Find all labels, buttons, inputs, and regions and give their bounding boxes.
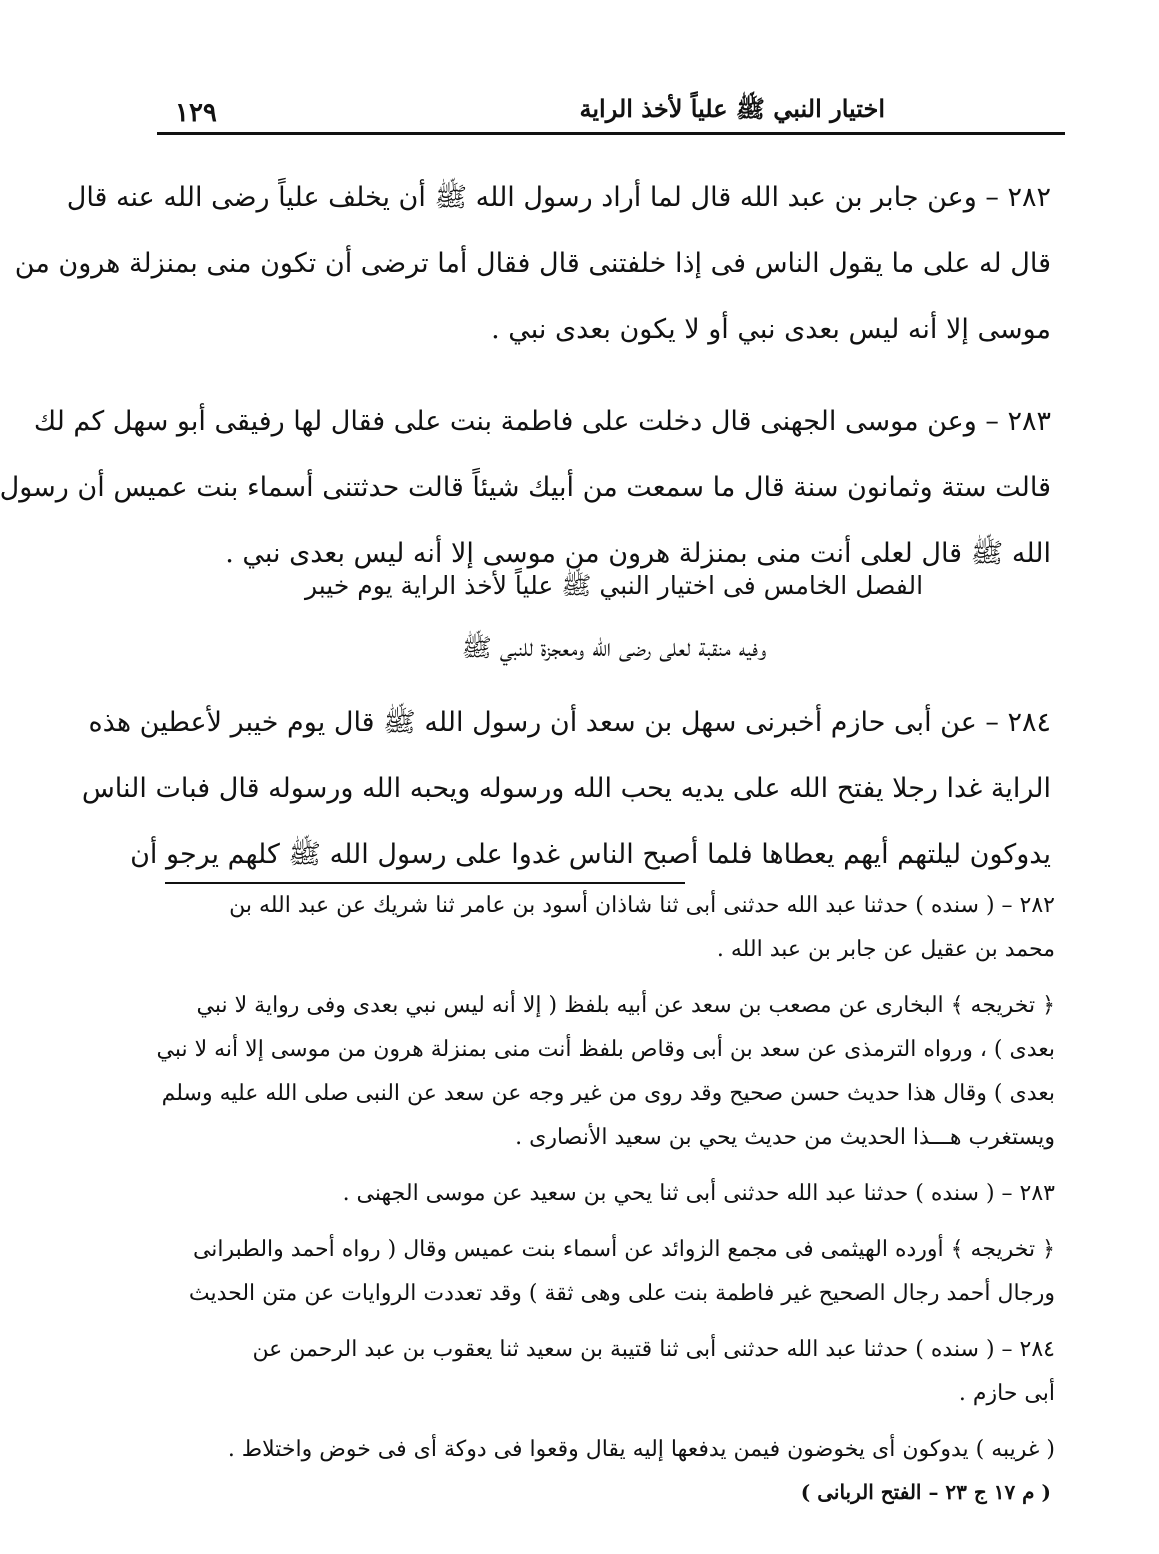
hadith-284 xyxy=(81,690,1051,888)
footnote-line: ورجال أحمد رجال الصحيح غير فاطمة بنت على وهى ثقة ) وقد تعددت الروايات عن متن الحديث xyxy=(188,1281,1055,1306)
text-line: قال له على ما يقول الناس فى إذا خلفتنى قال فقال أما ترضى أن تكون منى بمنزلة هرون من xyxy=(14,248,1051,279)
footnote-line: بعدى ) ، ورواه الترمذى عن سعد بن أبى وقاص بلفظ أنت منى بمنزلة هرون من موسى إلا أنه لا نبي xyxy=(156,1037,1055,1062)
text-line: الله ﷺ قال لعلى أنت منى بمنزلة هرون من موسى إلا أنه ليس بعدى نبي . xyxy=(225,538,1051,569)
footnote-gharib-284 xyxy=(165,1428,1055,1472)
footnote-line: ( غريبه ) يدوكون أى يخوضون فيمن يدفعها إليه يقال وقعوا فى دوكة أى فى خوض واختلاط . xyxy=(227,1437,1055,1462)
footnote-takhrij-283 xyxy=(165,1228,1055,1316)
running-title: اختيار النبي ﷺ علياً لأخذ الراية xyxy=(579,94,885,123)
section-heading xyxy=(69,555,1159,679)
footnote-line: ٢٨٢ – ( سنده ) حدثنا عبد الله حدثنى أبى ثنا شاذان أسود بن عامر ثنا شريك عن عبد الله بن xyxy=(229,893,1055,918)
footnote-line: أبى حازم . xyxy=(958,1381,1055,1406)
main-text-continued xyxy=(81,690,1051,914)
signature-mark: ( م ١٧ ج ٢٣ – الفتح الربانى ) xyxy=(800,1480,1051,1504)
text-line: ٢٨٣ – وعن موسى الجهنى قال دخلت على فاطمة بنت على فقال لها رفيقى أبو سهل كم لك xyxy=(33,406,1051,437)
footnote-line: ﴿ تخريجه ﴾ أورده الهيثمى فى مجمع الزوائد عن أسماء بنت عميس وقال ( رواه أحمد والطبرانى xyxy=(192,1237,1055,1262)
footnote-takhrij-282 xyxy=(156,984,1055,1160)
text-line: ٢٨٢ – وعن جابر بن عبد الله قال لما أراد رسول الله ﷺ أن يخلف علياً رضى الله عنه قال xyxy=(66,182,1051,213)
footnote-line: محمد بن عقيل عن جابر بن عبد الله . xyxy=(716,937,1055,962)
text-line: موسى إلا أنه ليس بعدى نبي أو لا يكون بعدى نبي . xyxy=(491,314,1051,345)
footnote-line: ﴿ تخريجه ﴾ البخارى عن مصعب بن سعد عن أبيه بلفظ ( إلا أنه ليس نبي بعدى وفى رواية لا نبي xyxy=(196,993,1055,1018)
section-subtitle-line: وفيه منقبة لعلى رضى الله ومعجزة للنبي ﷺ xyxy=(461,633,767,662)
hadith-282 xyxy=(14,165,1051,363)
page-header xyxy=(157,92,1065,135)
text-line: يدوكون ليلتهم أيهم يعطاها فلما أصبح الناس غدوا على رسول الله ﷺ كلهم يرجو أن xyxy=(130,839,1051,870)
footnote-sanad-284 xyxy=(165,1328,1055,1416)
text-line: الراية غدا رجلا يفتح الله على يديه يحب الله ورسوله ويحبه الله ورسوله قال فبات الناس xyxy=(81,773,1051,804)
footnote-sanad-283 xyxy=(165,1172,1055,1216)
text-line: قالت ستة وثمانون سنة قال ما سمعت من أبيك شيئاً قالت حدثتنى أسماء بنت عميس أن رسول xyxy=(0,472,1051,503)
section-title-line: الفصل الخامس فى اختيار النبي ﷺ علياً لأخذ الراية يوم خيبر xyxy=(304,571,924,600)
page-number: ١٢٩ xyxy=(175,98,217,128)
footnote-sanad-282 xyxy=(165,884,1055,972)
footnote-line: بعدى ) وقال هذا حديث حسن صحيح وقد روى من غير وجه عن سعد عن النبى صلى الله عليه وسلم xyxy=(161,1081,1055,1106)
text-line: ٢٨٤ – عن أبى حازم أخبرنى سهل بن سعد أن رسول الله ﷺ قال يوم خيبر لأعطين هذه xyxy=(88,707,1051,738)
footnote-line: ويستغرب هـــذا الحديث من حديث يحي بن سعيد الأنصارى . xyxy=(515,1125,1055,1150)
footnotes xyxy=(156,884,1055,1484)
main-text xyxy=(0,165,1051,613)
footnote-line: ٢٨٤ – ( سنده ) حدثنا عبد الله حدثنى أبى ثنا قتيبة بن سعيد ثنا يعقوب بن عبد الرحمن عن xyxy=(252,1337,1055,1362)
footnote-line: ٢٨٣ – ( سنده ) حدثنا عبد الله حدثنى أبى ثنا يحي بن سعيد عن موسى الجهنى . xyxy=(342,1181,1055,1206)
